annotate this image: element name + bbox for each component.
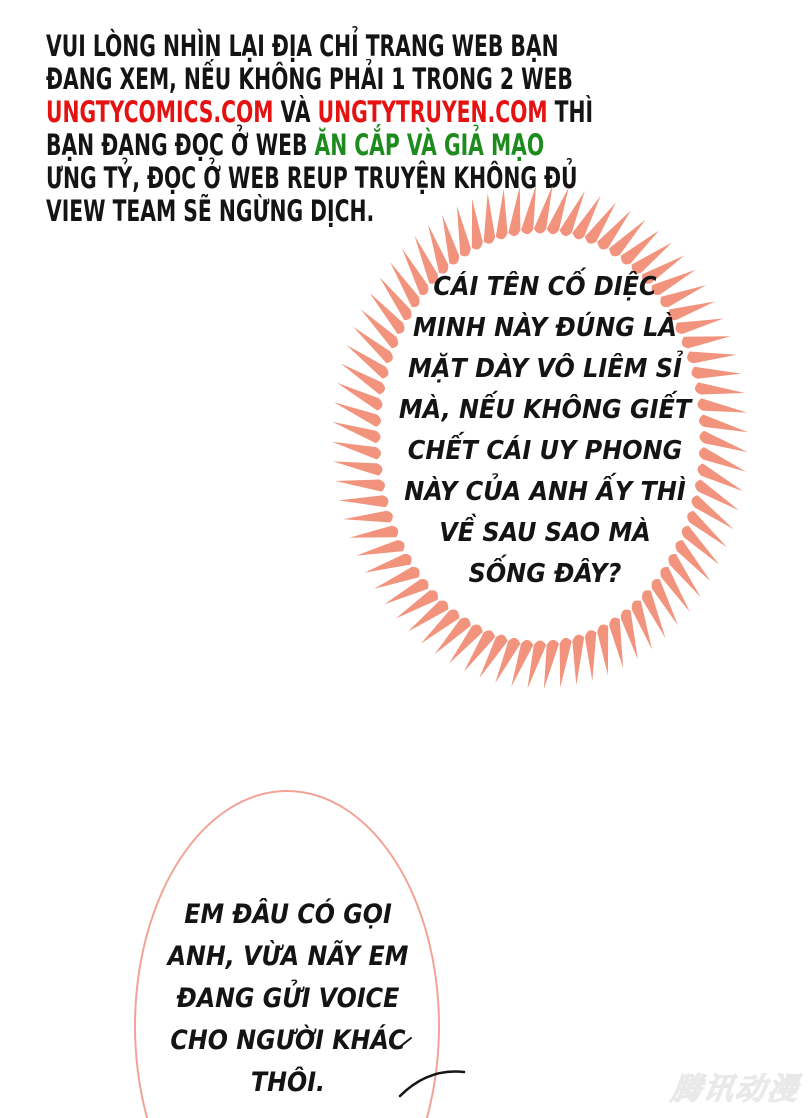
speech-line: THÔI. xyxy=(250,1067,326,1098)
notice-text: ƯNG TỶ, ĐỌC Ở WEB REUP TRUYỆN KHÔNG ĐỦ xyxy=(46,161,578,195)
speech-line: ĐANG GỬI VOICE xyxy=(176,983,400,1014)
notice-line xyxy=(46,30,564,63)
notice-line xyxy=(46,95,594,129)
notice-text: ĐANG XEM, NẾU KHÔNG PHẢI 1 TRONG 2 WEB xyxy=(46,62,573,96)
notice-text: VÀ xyxy=(273,95,318,129)
notice-text: BẠN ĐANG ĐỌC Ở WEB xyxy=(46,128,315,162)
speech-line: CHẾT CÁI UY PHONG xyxy=(407,436,683,466)
speech-line: MINH NÀY ĐÚNG LÀ xyxy=(413,313,677,343)
speech-line: VỀ SAU SAO MÀ xyxy=(439,518,651,548)
speech-line: NÀY CỦA ANH ẤY THÌ xyxy=(404,477,686,507)
speech-line: SỐNG ĐÂY? xyxy=(468,559,622,589)
site-url: UNGTYCOMICS.COM xyxy=(46,95,274,129)
speech-line: MÀ, NẾU KHÔNG GIẾT xyxy=(398,395,692,425)
speech-line: MẶT DÀY VÔ LIÊM SỈ xyxy=(408,354,682,384)
notice-text: VIEW TEAM SẼ NGỪNG DỊCH. xyxy=(46,194,375,228)
speech-line: CHO NGƯỜI KHÁC xyxy=(170,1025,406,1056)
notice-line xyxy=(46,129,564,162)
notice-text: VUI LÒNG NHÌN LẠI ĐỊA CHỈ TRANG WEB BẠN xyxy=(46,29,559,63)
site-url: UNGTYTRUYEN.COM xyxy=(317,95,548,129)
tencent-comics-watermark: 腾讯动漫 xyxy=(669,1072,802,1107)
speech-line: EM ĐÂU CÓ GỌI xyxy=(184,899,392,930)
notice-text: THÌ xyxy=(547,95,594,129)
artwork-ink-stroke xyxy=(380,1035,510,1118)
speech-line: CÁI TÊN CỐ DIỆC xyxy=(433,272,657,302)
burst-bubble-text xyxy=(375,267,715,595)
warning-text: ĂN CẮP VÀ GIẢ MẠO xyxy=(314,128,545,162)
notice-line xyxy=(46,62,573,96)
speech-line: ANH, VỪA NÃY EM xyxy=(167,941,409,972)
